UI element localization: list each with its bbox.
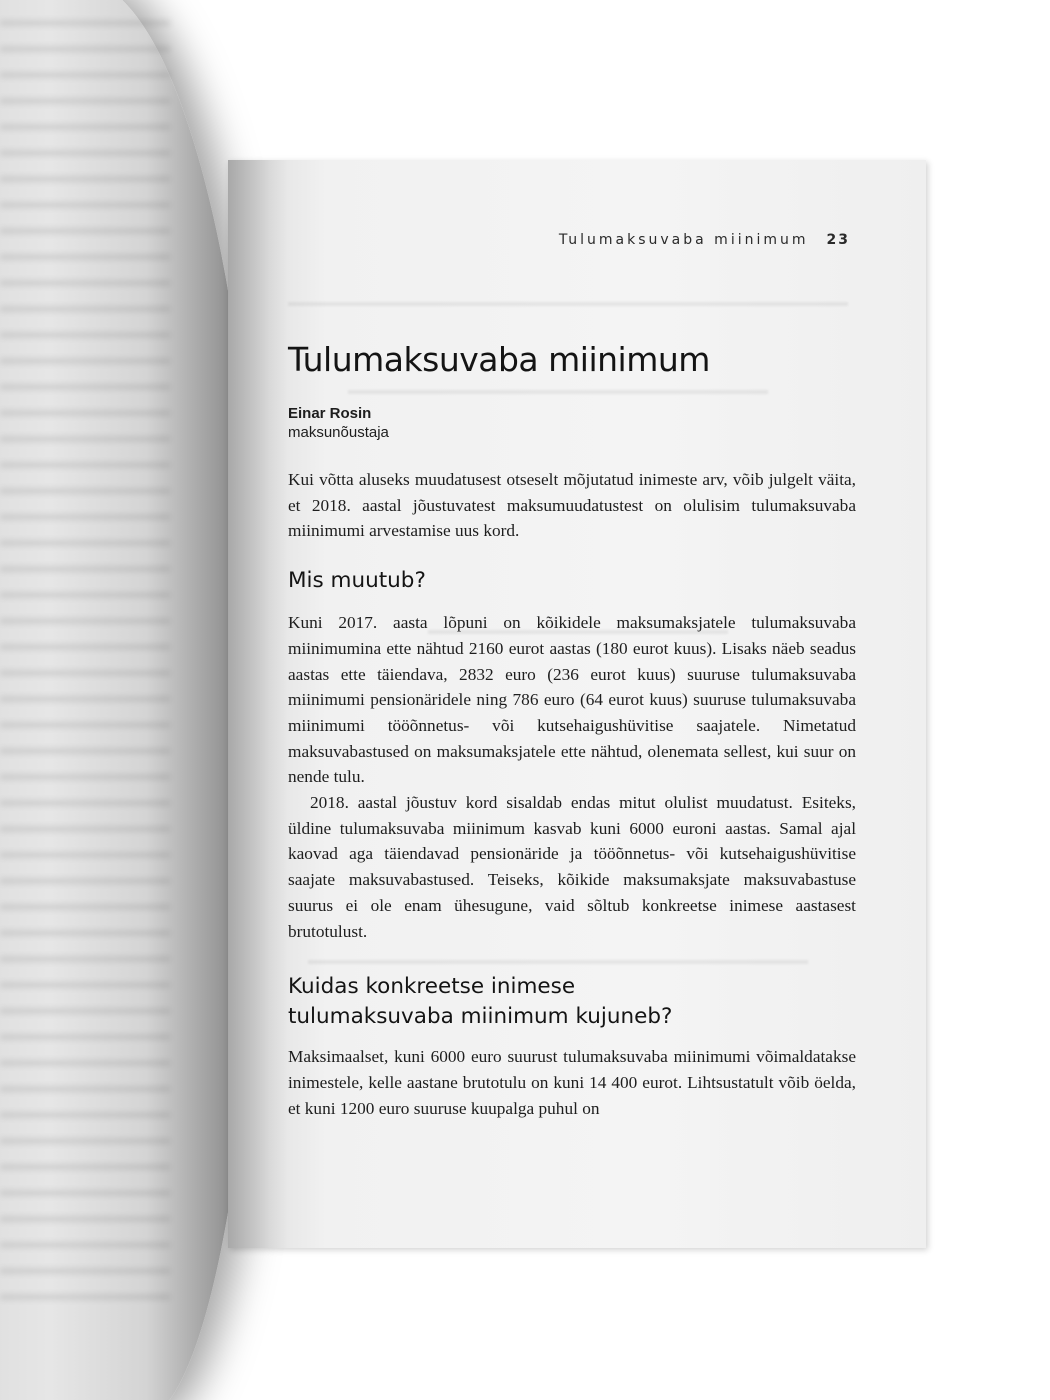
page-number: 23 (826, 232, 850, 248)
author-role: maksunõustaja (288, 424, 389, 441)
article-title: Tulumaksuvaba miinimum (288, 340, 710, 379)
show-through (288, 302, 848, 306)
left-page-curl (0, 0, 260, 1400)
author-name: Einar Rosin (288, 405, 372, 422)
running-head-title: Tulumaksuvaba miinimum (558, 232, 809, 248)
running-head (345, 232, 850, 248)
intro-paragraph: Kui võtta aluseks muudatusest otseselt mõjutatud inimeste arv, võib julgelt väita, et 2018. aastal jõustuvatest maksumuudatustest on olulisim tulumaksuvaba miinimumi arvestamise uus kord. (288, 470, 856, 541)
article (288, 340, 856, 1121)
left-page-blurred-text (0, 20, 170, 1320)
body-paragraph: Maksimaalset, kuni 6000 euro suurust tulumaksuvaba miinimumi võimaldatakse inimestele, kelle aastane brutotulu on kuni 14 400 eurot. Lihtsustatult võib öelda, et kuni 1200 euro suuruse kuupalga puhul on (288, 1047, 856, 1118)
gutter-shadow (228, 160, 288, 1248)
body-paragraph: Kuni 2017. aasta lõpuni on kõikidele maksumaksjatele tulumaksuvaba miinimumina ette nähtud 2160 eurot aastas (180 eurot kuus). Lisaks näeb seadus aastas ette täiendava, 2832 euro (236 eurot kuus) suuruse tulumaksuvaba miinimumi pensionäridele ning 786 euro (64 eurot kuus) suuruse tulumaksuvaba miinimumi tööõnnetus- või kutsehaigushüvitise saajatele. Nimetatud maksuvabastused on maksumaksjatele ette nähtud, olenemata sellest, kui suur on nende tulu. (288, 613, 856, 787)
body-paragraph: 2018. aastal jõustuv kord sisaldab endas mitut olulist muudatust. Esiteks, üldine tulumaksuvaba miinimum kasvab kuni 6000 euroni aastas. Samal ajal kaovad aga täiendavad pensionäride ja tööõnnetus- või kutsehaigushüvitise saajate maksuvabastused. Teiseks, kõikide maksumaksjate maksuvabastuse suurus ei ole enam ühesugune, vaid sõltub konkreetse inimese aastasest brutotulust. (288, 793, 856, 941)
section-heading-mis-muutub: Mis muutub? (288, 568, 426, 594)
section-heading-kuidas: Kuidas konkreetse inimese tulumaksuvaba miinimum kujuneb? (288, 974, 673, 1030)
